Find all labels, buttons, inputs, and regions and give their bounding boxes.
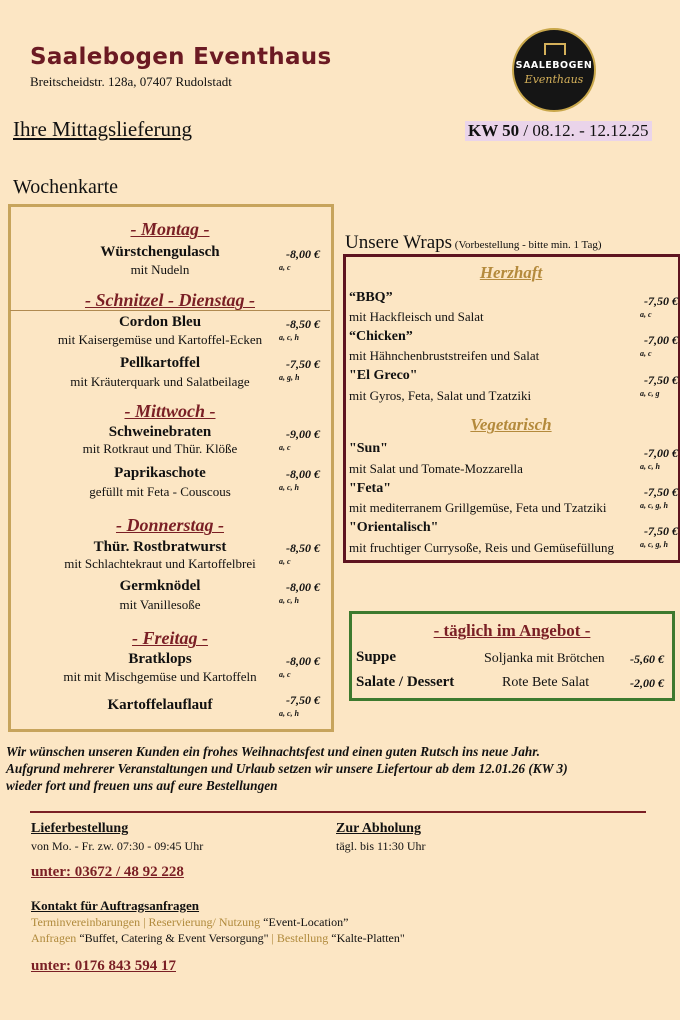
dish-name: Germknödel: [119, 578, 201, 594]
contact-line: [31, 915, 348, 930]
dish-desc: mit mit Mischgemüse und Kartoffeln: [63, 669, 257, 684]
contact-highlight: “Buffet, Catering & Event Versorgung": [79, 931, 269, 945]
contact-highlight: “Kalte-Platten": [331, 931, 405, 945]
wrap-price: -7,50 €: [644, 524, 678, 538]
notice-line: Aufgrund mehrerer Veranstaltungen und Urlaub setzen wir unsere Liefertour ab dem 12.01.26 (KW 3): [6, 761, 568, 776]
wraps-heading: Unsere Wraps: [345, 232, 453, 253]
daily-item-name: Soljanka: [484, 651, 533, 666]
wrap-name: "El Greco": [349, 368, 418, 383]
address: Breitscheidstr. 128a, 07407 Rudolstadt: [30, 74, 232, 89]
daily-label: Salate / Dessert: [356, 674, 455, 690]
wrap-price: -7,50 €: [644, 373, 678, 387]
wrap-desc: mit Hackfleisch und Salat: [349, 309, 484, 324]
dish-price: -7,50 €: [286, 357, 320, 371]
dish-allergens: a, c: [279, 263, 291, 272]
wrap-desc: mit fruchtiger Currysoße, Reis und Gemüsefüllung: [349, 540, 615, 555]
dish-allergens: a, c, h: [279, 709, 299, 718]
dish-price: -8,00 €: [286, 580, 320, 594]
wrap-desc: mit Hähnchenbruststreifen und Salat: [349, 348, 540, 363]
wrap-allergens: a, c, g: [640, 389, 660, 398]
wrap-desc: mit Salat und Tomate-Mozzarella: [349, 461, 523, 476]
logo: [512, 28, 596, 112]
wrap-name: "Orientalisch": [349, 520, 439, 535]
page-title: Ihre Mittagslieferung: [13, 117, 193, 141]
wrap-name: “BBQ”: [349, 290, 393, 305]
daily-item-name: Rote Bete Salat: [502, 675, 590, 690]
dish-price: -8,00 €: [286, 247, 320, 261]
wrap-name: "Feta": [349, 481, 391, 496]
wrap-category: Vegetarisch: [470, 415, 552, 434]
contact-line: [31, 931, 405, 946]
contact-highlight: “Event-Location”: [263, 915, 349, 929]
wraps-subtitle: (Vorbestellung - bitte min. 1 Tag): [452, 239, 602, 251]
wrap-name: “Chicken”: [349, 329, 413, 344]
wrap-allergens: a, c, g, h: [640, 540, 668, 549]
wrap-price: -7,50 €: [644, 485, 678, 499]
wraps-title: [345, 232, 602, 254]
wrap-allergens: a, c: [640, 310, 652, 319]
wraps-box: [343, 254, 680, 563]
dish-name: Würstchengulasch: [100, 244, 220, 260]
dish-price: -8,00 €: [286, 654, 320, 668]
daily-title: - täglich im Angebot -: [433, 621, 591, 640]
daily-item-extra: mit Brötchen: [533, 650, 605, 665]
wrap-category: Herzhaft: [479, 263, 543, 282]
dish-price: -8,50 €: [286, 541, 320, 555]
order-hours: von Mo. - Fr. zw. 07:30 - 09:45 Uhr: [31, 839, 204, 853]
daily-item: [484, 649, 605, 667]
week-number: KW 50: [468, 121, 520, 140]
logo-script: Eventhaus: [524, 73, 584, 86]
daily-price: -5,60 €: [630, 652, 664, 666]
notice-line: wieder fort und freuen uns auf eure Bestellungen: [6, 778, 278, 793]
daily-label: Suppe: [356, 649, 397, 665]
dish-price: -7,50 €: [286, 693, 320, 707]
wrap-desc: mit Gyros, Feta, Salat und Tzatziki: [349, 388, 532, 403]
dish-allergens: a, c, h: [279, 483, 299, 492]
dish-name: Cordon Bleu: [118, 314, 202, 330]
week-badge: [465, 121, 652, 141]
dish-desc: mit Vanillesoße: [119, 597, 201, 612]
wrap-price: -7,50 €: [644, 294, 678, 308]
contact-text: | Bestellung: [268, 931, 332, 945]
wrap-desc: mit mediterranem Grillgemüse, Feta und Tzatziki: [349, 500, 607, 515]
dish-name: Thür. Rostbratwurst: [93, 539, 227, 555]
day-heading: - Mittwoch -: [124, 401, 216, 421]
day-heading: - Montag -: [130, 219, 210, 239]
dish-name: Bratklops: [128, 651, 192, 667]
notice-line: Wir wünschen unseren Kunden ein frohes Weihnachtsfest und einen guten Rutsch ins neue Jahr.: [6, 744, 540, 759]
day-heading: - Freitag -: [132, 628, 208, 648]
day-heading: - Donnerstag -: [115, 515, 224, 535]
wrap-price: -7,00 €: [644, 446, 678, 460]
footer-divider: [30, 811, 646, 813]
dish-allergens: a, c: [279, 443, 291, 452]
dish-price: -8,50 €: [286, 317, 320, 331]
wrap-price: -7,00 €: [644, 333, 678, 347]
dish-allergens: a, c: [279, 557, 291, 566]
pickup-title: Zur Abholung: [336, 821, 421, 836]
dish-allergens: a, c: [279, 670, 291, 679]
brand-name: Saalebogen Eventhaus: [30, 44, 332, 70]
day-heading: - Schnitzel - Dienstag -: [84, 290, 255, 310]
house-icon: [544, 43, 566, 55]
order-title: Lieferbestellung: [31, 821, 129, 836]
phone-link[interactable]: unter: 0176 843 594 17: [31, 958, 176, 974]
dish-allergens: a, g, h: [279, 373, 300, 382]
dish-desc: mit Schlachtekraut und Kartoffelbrei: [64, 556, 256, 571]
dish-name: Pellkartoffel: [120, 355, 200, 371]
contact-title: Kontakt für Auftragsanfragen: [31, 898, 200, 913]
contact-text: Terminvereinbarungen | Reservierung/ Nutzung: [31, 915, 264, 929]
dish-name: Schweinebraten: [108, 424, 212, 440]
wrap-allergens: a, c, g, h: [640, 501, 668, 510]
section-title-weekly: Wochenkarte: [13, 176, 118, 198]
dish-price: -8,00 €: [286, 467, 320, 481]
daily-price: -2,00 €: [630, 676, 664, 690]
wrap-name: "Sun": [349, 441, 388, 456]
notice-text: [6, 743, 674, 794]
week-range: / 08.12. - 12.12.25: [519, 121, 649, 140]
wrap-allergens: a, c, h: [640, 462, 660, 471]
dish-allergens: a, c, h: [279, 333, 299, 342]
dish-price: -9,00 €: [286, 427, 320, 441]
dish-desc: mit Rotkraut und Thür. Klöße: [82, 441, 238, 456]
dish-desc: mit Kaisergemüse und Kartoffel-Ecken: [57, 332, 263, 347]
pickup-hours: tägl. bis 11:30 Uhr: [336, 839, 426, 853]
dish-desc: gefüllt mit Feta - Couscous: [89, 484, 231, 499]
phone-link[interactable]: unter: 03672 / 48 92 228: [31, 864, 184, 880]
dish-desc: mit Nudeln: [130, 262, 190, 277]
dish-name: Kartoffelauflauf: [107, 697, 213, 713]
dish-desc: mit Kräuterquark und Salatbeilage: [70, 374, 250, 389]
dish-allergens: a, c, h: [279, 596, 299, 605]
contact-text: Anfragen: [31, 931, 80, 945]
wrap-allergens: a, c: [640, 349, 652, 358]
dish-name: Paprikaschote: [114, 465, 206, 481]
logo-text: SAALEBOGEN: [515, 60, 593, 71]
